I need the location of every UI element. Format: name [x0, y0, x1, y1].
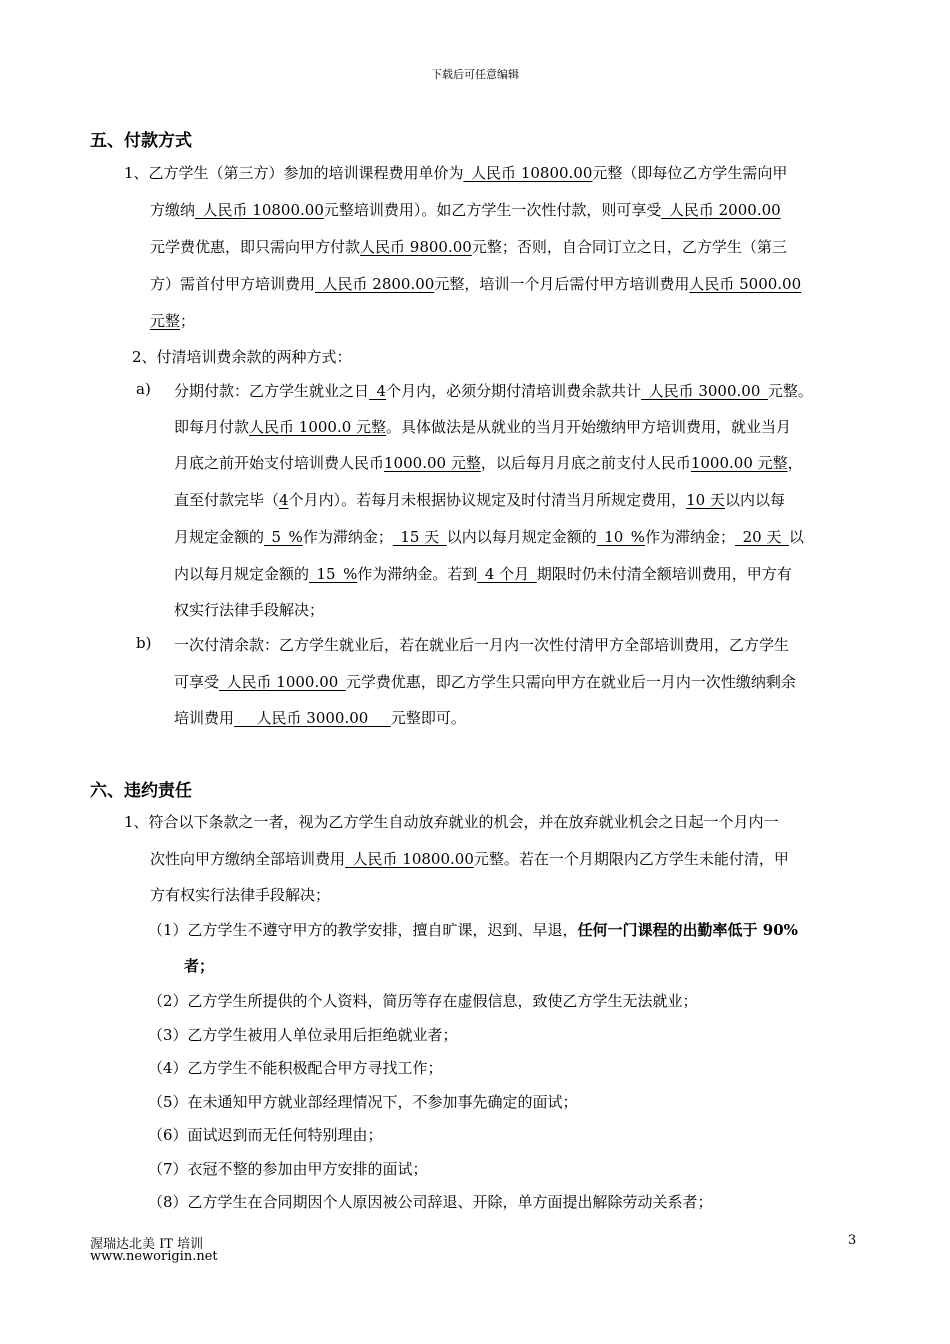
s5-a-line-6	[174, 563, 792, 584]
text-run: 以内以每月规定金额的	[446, 528, 597, 546]
footer-company: 渥瑞达北美 IT 培训	[90, 1237, 204, 1252]
text-run: 个月内）。若每月未根据协议规定及时付清当月所规定费用，	[288, 491, 687, 509]
s6-p1-line-2	[150, 848, 789, 869]
s5-a-line-3	[174, 452, 803, 473]
text-run: 培训费用	[174, 709, 235, 727]
text-run: 可享受	[174, 673, 220, 691]
amount: _人民币 10800.00	[195, 201, 324, 219]
text-run: ，	[787, 454, 803, 472]
s5-b-line-3	[174, 707, 466, 728]
text-run: 一次付清余款：乙方学生就业后，若在就业后一月内一次性付清甲方全部培训费用，乙方学生	[174, 636, 790, 654]
s5-p1-line-5	[150, 310, 195, 331]
amount: _15 天_	[392, 528, 447, 546]
amount: 元整	[150, 312, 181, 330]
text-run: 1、乙方学生（第三方）参加的培训课程费用单价为	[124, 164, 464, 182]
text-run: 元整即可。	[390, 709, 466, 727]
amount: 人民币 1000.0 元整	[249, 418, 387, 436]
s5-a-label: a)	[136, 380, 151, 398]
text-run: 元整（即每位乙方学生需向甲	[592, 164, 788, 182]
s5-p1-line-2	[150, 199, 781, 220]
text-run: （1）乙方学生不遵守甲方的教学安排，擅自旷课，迟到、早退，	[148, 921, 578, 939]
s5-a-line-5	[174, 526, 804, 547]
s6-p1-line-1	[124, 811, 779, 832]
amount: _人民币 10800.00	[345, 850, 474, 868]
s6-item-7: （7）衣冠不整的参加由甲方安排的面试；	[148, 1160, 428, 1178]
amount: 人民币 9800.00	[360, 238, 472, 256]
amount: _人民币 3000.00_	[641, 382, 768, 400]
s5-p1-line-4	[150, 273, 801, 294]
amount: 4	[279, 491, 289, 509]
s6-p1-line-3	[150, 884, 330, 905]
amount: _人民币 10800.00	[463, 164, 593, 182]
text-run: 作为滞纳金；	[645, 528, 736, 546]
text-run: ，以后每月月底之前支付人民币	[480, 454, 691, 472]
s6-item-3: （3）乙方学生被用人单位录用后拒绝就业者；	[148, 1026, 458, 1044]
text-run: 方）需首付甲方培训费用	[150, 275, 316, 293]
text-run: 元学费优惠，即只需向甲方付款	[150, 238, 361, 256]
text-run: 元整，培训一个月后需付甲方培训费用	[434, 275, 690, 293]
text-run: 权实行法律手段解决；	[174, 601, 325, 619]
text-run: 元整。	[767, 382, 813, 400]
amount: _4 个月_	[477, 565, 537, 583]
s5-a-line-7	[174, 599, 324, 620]
amount: _人民币 1000.00_	[219, 673, 346, 691]
s5-a-line-2	[174, 416, 791, 437]
amount: 1000.00 元整	[690, 454, 788, 472]
s5-p2: 2、付清培训费余款的两种方式：	[132, 348, 352, 366]
s6-item-6: （6）面试迟到而无任何特别理由；	[148, 1126, 383, 1144]
s5-b-line-1	[174, 634, 789, 655]
amount: _5_%	[264, 528, 303, 546]
text-run: 。具体做法是从就业的当月开始缴纳甲方培训费用，就业当月	[386, 418, 792, 436]
text-run: 方有权实行法律手段解决；	[150, 886, 331, 904]
s5-b-label: b)	[136, 634, 152, 652]
s6-item-1	[148, 919, 798, 940]
text-run: 1、符合以下条款之一者，视为乙方学生自动放弃就业的机会，并在放弃就业机会之日起一个月内一	[124, 813, 779, 831]
text-run: 分期付款：乙方学生就业之日	[174, 382, 370, 400]
amount: _人民币 2800.00	[315, 275, 435, 293]
amount: _15_%	[309, 565, 358, 583]
text-run: 个月内，必须分期付清培训费余款共计	[386, 382, 642, 400]
amount: ___人民币 3000.00___	[234, 709, 391, 727]
text-run: 月规定金额的	[174, 528, 265, 546]
s5-p1-line-3	[150, 236, 787, 257]
text-run: 月底之前开始支付培训费人民币	[174, 454, 385, 472]
text-run: 方缴纳	[150, 201, 196, 219]
amount: _4	[369, 382, 387, 400]
s5-p1-line-1	[124, 162, 787, 183]
text-run: 元学费优惠，即乙方学生只需向甲方在就业后一月内一次性缴纳剩余	[345, 673, 796, 691]
amount: _20 天_	[735, 528, 789, 546]
amount: 10 天	[686, 491, 725, 509]
text-run: 元整；否则，自合同订立之日，乙方学生（第三	[471, 238, 787, 256]
s5-a-line-1	[174, 380, 813, 401]
text-run: ；	[180, 312, 196, 330]
text-run: 即每月付款	[174, 418, 250, 436]
bold-text: 任何一门课程的出勤率低于 90%	[577, 921, 798, 939]
footer-page-number: 3	[848, 1233, 857, 1248]
section-6-title: 六、违约责任	[90, 781, 192, 801]
text-run: 次性向甲方缴纳全部培训费用	[150, 850, 346, 868]
text-run: 期限时仍未付清全额培训费用，甲方有	[536, 565, 792, 583]
s6-item-4: （4）乙方学生不能积极配合甲方寻找工作；	[148, 1059, 443, 1077]
text-run: 以内以每	[724, 491, 785, 509]
text-run: 元整培训费用）。如乙方学生一次性付款，则可享受	[323, 201, 662, 219]
amount: 1000.00 元整	[384, 454, 481, 472]
text-run: 作为滞纳金；	[302, 528, 393, 546]
page-header: 下载后可任意编辑	[431, 68, 519, 81]
s6-item-8: （8）乙方学生在合同期因个人原因被公司辞退、开除，单方面提出解除劳动关系者；	[148, 1193, 713, 1211]
text-run: 元整。若在一个月期限内乙方学生未能付清，甲	[473, 850, 789, 868]
s5-a-line-4	[174, 489, 785, 510]
footer-url[interactable]: www.neworigin.net	[90, 1249, 218, 1264]
text-run: 直至付款完毕（	[174, 491, 280, 509]
text-run: 以	[788, 528, 804, 546]
text-run: 作为滞纳金。若到	[357, 565, 478, 583]
amount: 人民币 5000.00	[689, 275, 802, 293]
s6-item-5: （5）在未通知甲方就业部经理情况下，不参加事先确定的面试；	[148, 1093, 578, 1111]
amount: _10_%	[596, 528, 646, 546]
s6-item-1-cont: 者；	[184, 957, 215, 975]
s6-item-2: （2）乙方学生所提供的个人资料，简历等存在虚假信息，致使乙方学生无法就业；	[148, 992, 698, 1010]
section-5-title: 五、付款方式	[90, 131, 192, 151]
text-run: 内以每月规定金额的	[174, 565, 310, 583]
s5-b-line-2	[174, 671, 796, 692]
amount: _人民币 2000.00	[661, 201, 781, 219]
